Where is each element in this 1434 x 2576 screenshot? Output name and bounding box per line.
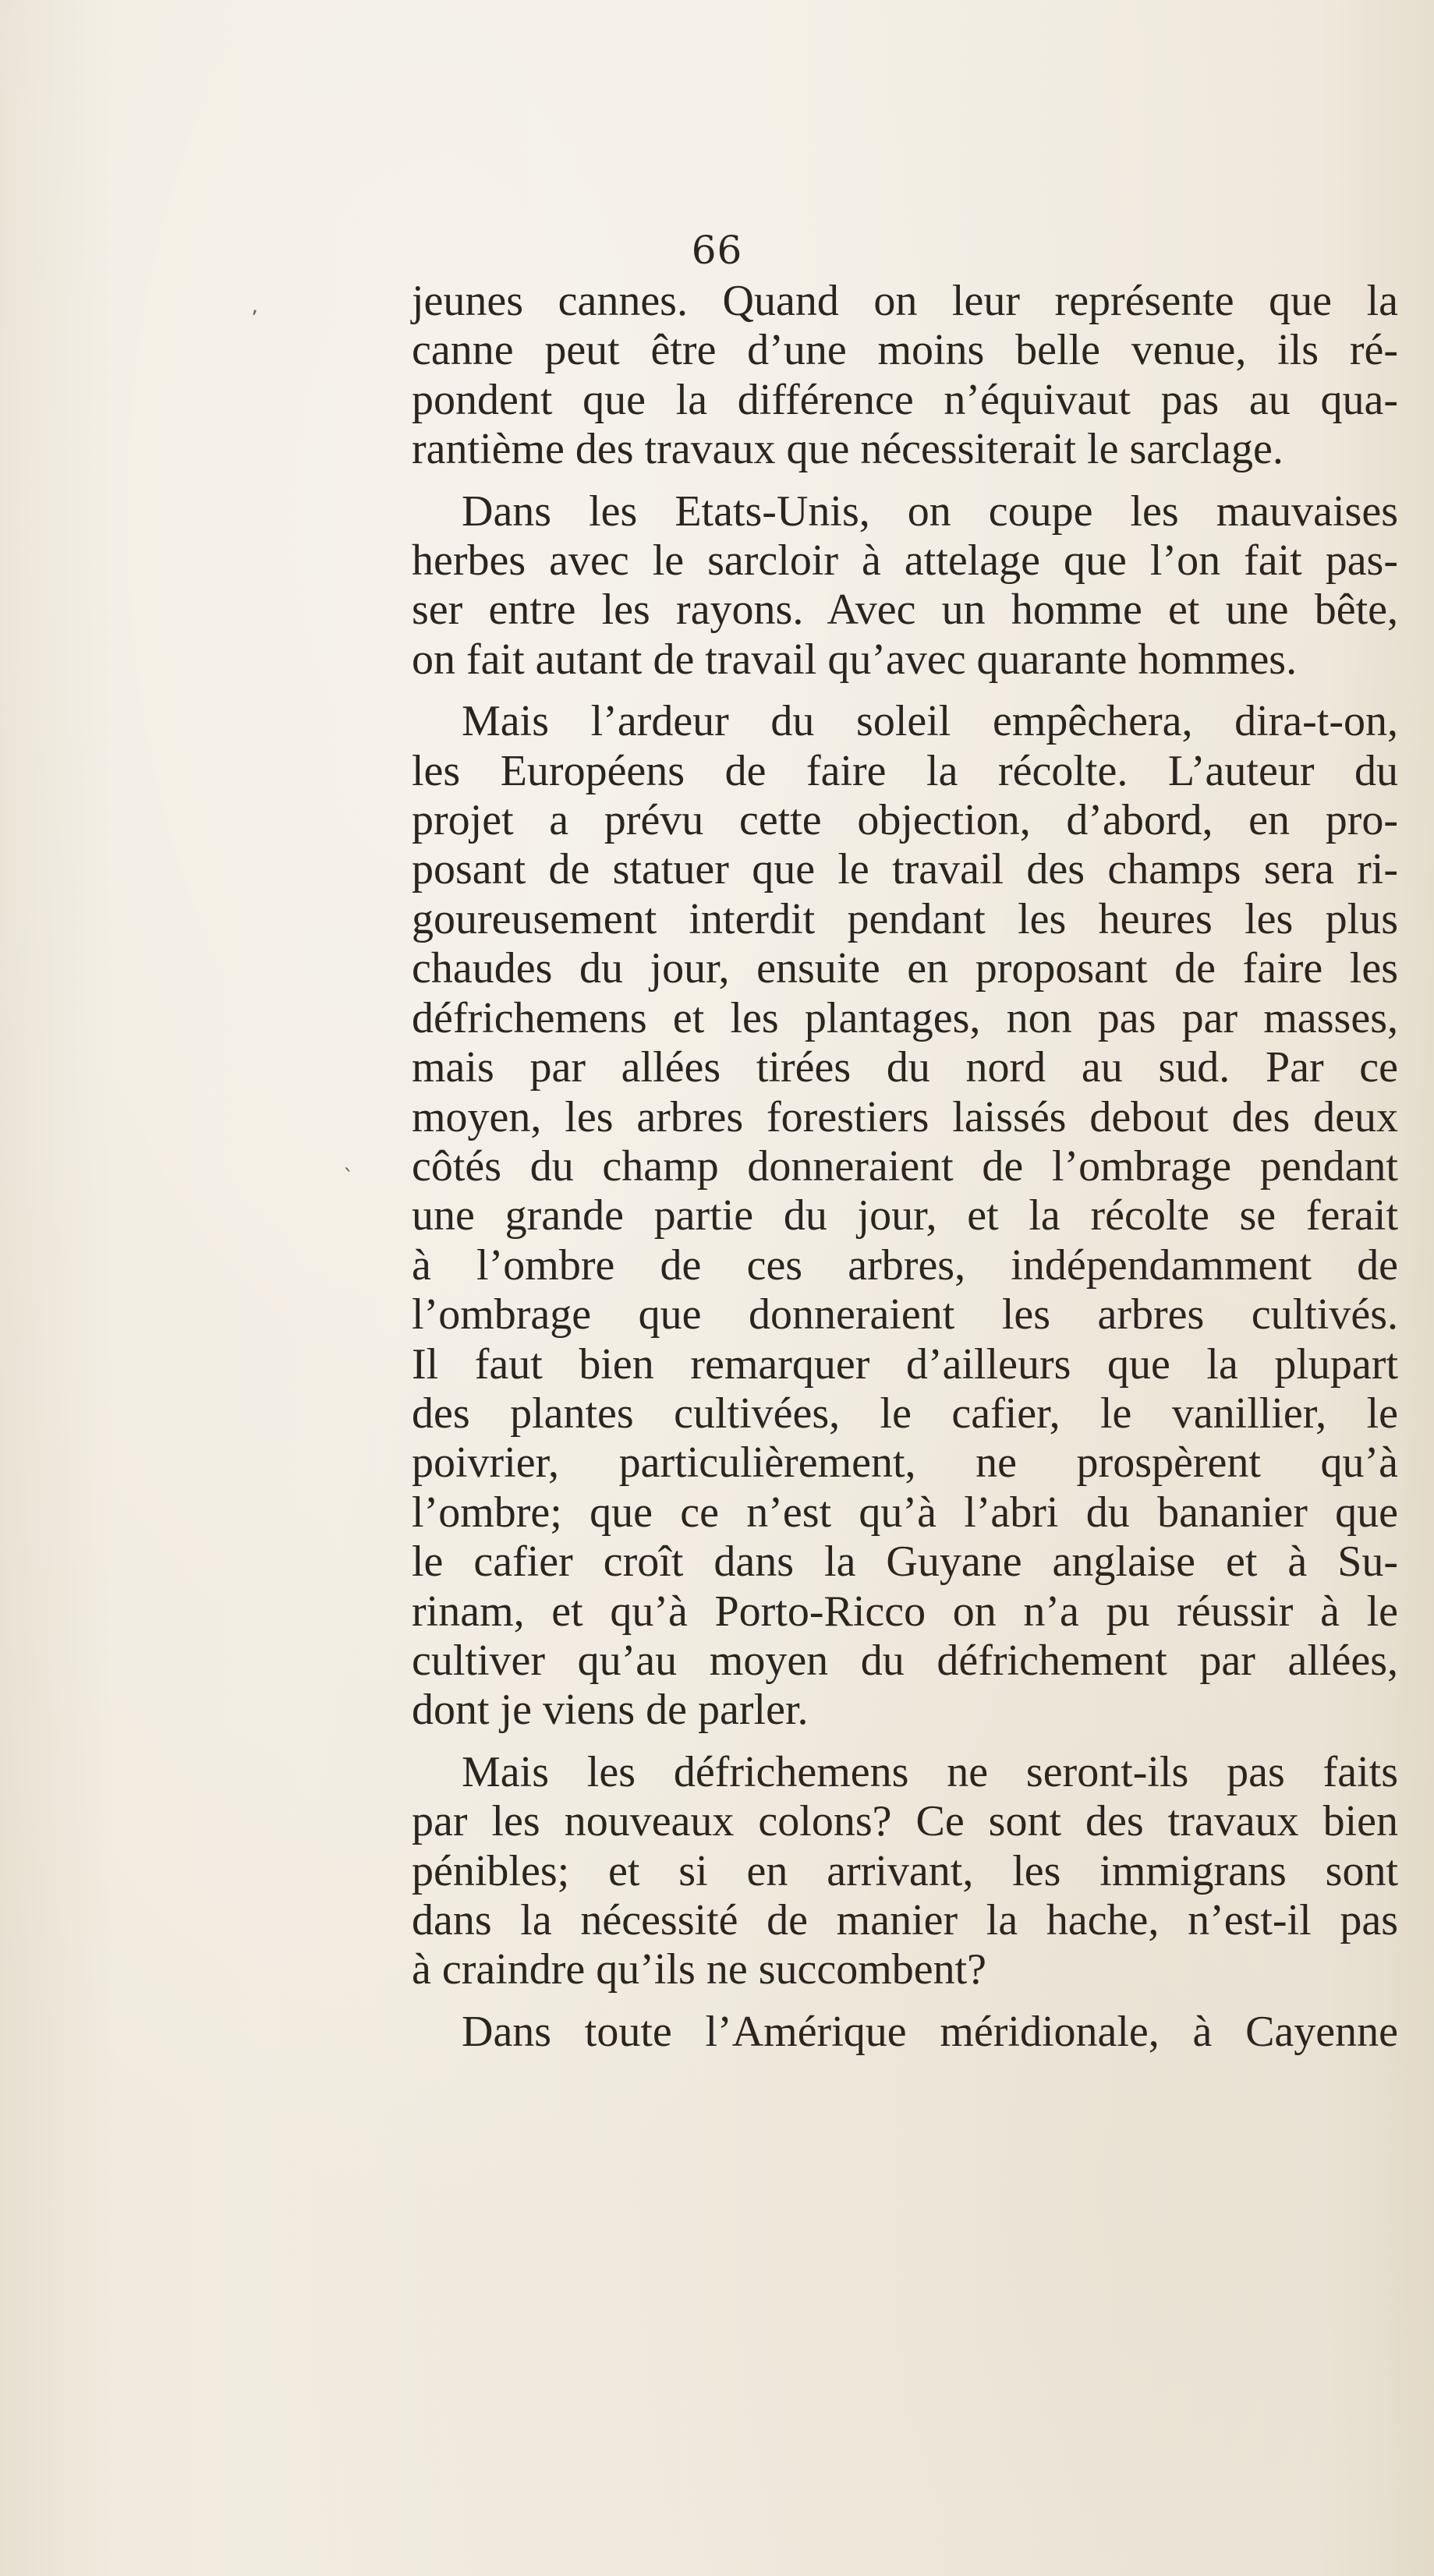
text-line: Dans toute l’Amérique méridionale, à Cayenne [462, 2007, 1398, 2056]
text-line: chaudes du jour, ensuite en proposant de faire les [412, 944, 1398, 993]
text-line: Il faut bien remarquer d’ailleurs que la plupart [412, 1339, 1398, 1389]
text-line: poivrier, particulièrement, ne prospèrent qu’à [412, 1438, 1398, 1488]
text-line: dans la nécessité de manier la hache, n’est-il pas [412, 1896, 1398, 1944]
text-line: goureusement interdit pendant les heures les plus [412, 894, 1398, 943]
text-line: l’ombre; que ce n’est qu’à l’abri du bananier que [412, 1488, 1398, 1537]
text-line: Mais l’ardeur du soleil empêchera, dira-t-on, [462, 697, 1398, 746]
margin-mark: ˎ [343, 1146, 354, 1172]
text-line: une grande partie du jour, et la récolte se ferait [412, 1191, 1398, 1240]
margin-mark: ʼ [251, 306, 258, 331]
text-line: côtés du champ donneraient de l’ombrage pendant [412, 1141, 1398, 1191]
text-line: les Européens de faire la récolte. L’auteur du [412, 746, 1398, 795]
text-line: pondent que la différence n’équivaut pas au qua- [412, 375, 1398, 424]
paragraph-2 [412, 487, 1398, 685]
text-line: l’ombrage que donneraient les arbres cultivés. [412, 1290, 1398, 1339]
text-line: cultiver qu’au moyen du défrichement par allées, [412, 1636, 1398, 1685]
text-line: canne peut être d’une moins belle venue, ils ré- [412, 326, 1398, 375]
text-line: herbes avec le sarcloir à attelage que l’on fait pas- [412, 536, 1398, 586]
text-line: ser entre les rayons. Avec un homme et une bête, [412, 586, 1398, 635]
paragraph-4 [412, 1748, 1398, 1995]
text-line: par les nouveaux colons? Ce sont des travaux bien [412, 1797, 1398, 1846]
text-line: moyen, les arbres forestiers laissés debout des deux [412, 1092, 1398, 1141]
text-line: rantième des travaux que nécessiterait le sarclage. [412, 425, 1284, 474]
text-line: projet a prévu cette objection, d’abord, en pro- [412, 796, 1398, 845]
body-text [412, 277, 1398, 2069]
text-line: pénibles; et si en arrivant, les immigrans sont [412, 1846, 1398, 1895]
text-line: posant de statuer que le travail des champs sera ri- [412, 845, 1398, 894]
text-line: des plantes cultivées, le cafier, le vanillier, le [412, 1389, 1398, 1438]
text-line: on fait autant de travail qu’avec quarante hommes. [412, 635, 1298, 684]
text-line: à l’ombre de ces arbres, indépendamment de [412, 1240, 1398, 1290]
paragraph-1 [412, 277, 1398, 475]
text-line: rinam, et qu’à Porto-Ricco on n’a pu réussir à le [412, 1587, 1398, 1636]
text-line: dont je viens de parler. [412, 1686, 809, 1735]
paragraph-3 [412, 697, 1398, 1736]
text-line: le cafier croît dans la Guyane anglaise et à Su- [412, 1537, 1398, 1587]
paragraph-5 [412, 2008, 1398, 2057]
page-number: 66 [691, 228, 743, 273]
text-line: jeunes cannes. Quand on leur représente que la [412, 277, 1398, 325]
text-line: mais par allées tirées du nord au sud. Par ce [412, 1043, 1398, 1092]
text-line: Dans les Etats-Unis, on coupe les mauvaises [462, 487, 1398, 536]
text-line: défrichemens et les plantages, non pas par masses, [412, 993, 1398, 1042]
text-line: à craindre qu’ils ne succombent? [412, 1945, 987, 1994]
text-line: Mais les défrichemens ne seront-ils pas faits [462, 1747, 1398, 1796]
